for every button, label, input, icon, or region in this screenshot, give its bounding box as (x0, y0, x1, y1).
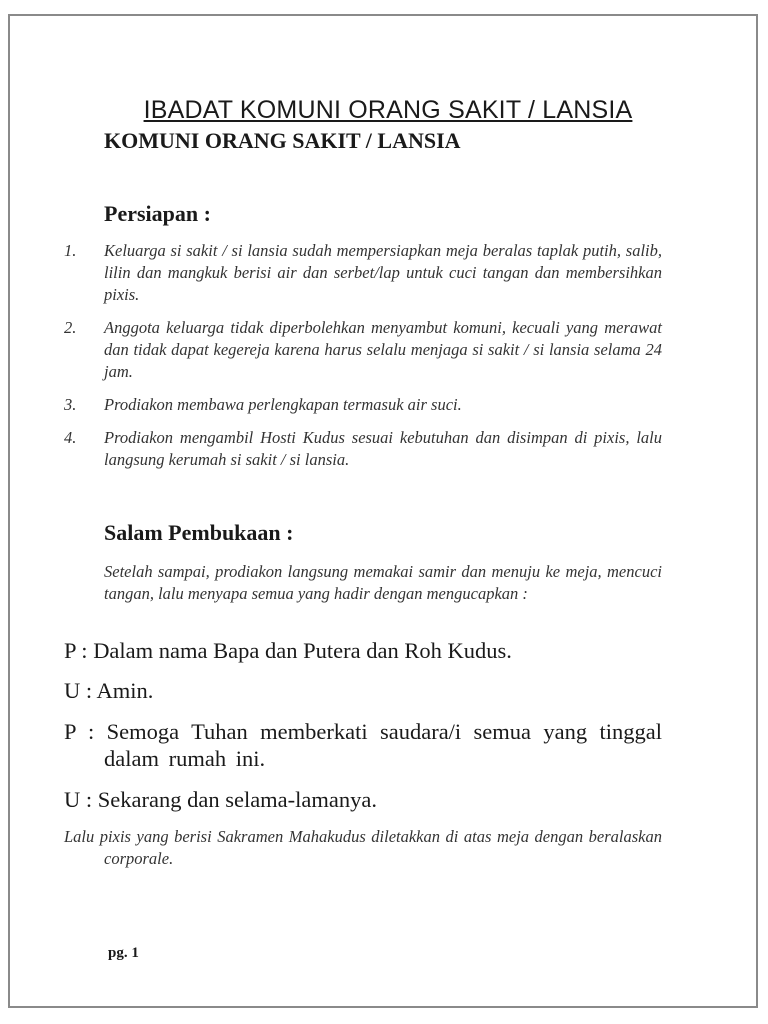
list-item-text: Keluarga si sakit / si lansia sudah mempersiapkan meja beralas taplak putih, salib, lilin dan mangkuk berisi air dan serbet/lap untuk cuci tangan dan membersihkan pixis. (104, 241, 662, 304)
list-item-text: Prodiakon mengambil Hosti Kudus sesuai kebutuhan dan disimpan di pixis, lalu langsung kerumah si sakit / si lansia. (104, 428, 662, 469)
list-item-number: 2. (64, 318, 77, 337)
page-number: pg. 1 (108, 945, 139, 961)
section-heading-persiapan: Persiapan : (104, 201, 211, 226)
list-item-number: 1. (64, 241, 77, 260)
dialog-speaker: U : (64, 678, 97, 703)
list-item (64, 317, 662, 383)
salam-intro-text: Setelah sampai, prodiakon langsung memakai samir dan menuju ke meja, mencuci tangan, lalu menyapa semua yang hadir dengan mengucapkan : (104, 562, 662, 603)
dialog-speaker: U : (64, 787, 98, 812)
dialog-line (64, 718, 662, 772)
dialog-line (64, 677, 662, 704)
dialog-text: Amin. (96, 678, 154, 703)
dialog-speaker: P : (64, 638, 94, 663)
list-item-number: 4. (64, 428, 77, 447)
dialog-line (64, 786, 662, 813)
list-item (64, 427, 662, 471)
dialog-speaker: P : (64, 719, 107, 744)
list-item-text: Anggota keluarga tidak diperbolehkan menyambut komuni, kecuali yang merawat dan tidak dapat kegereja karena harus selalu menjaga si sakit / si lansia selama 24 jam. (104, 318, 662, 381)
persiapan-list (64, 240, 662, 482)
document-title: IBADAT KOMUNI ORANG SAKIT / LANSIA (143, 96, 633, 124)
list-item (64, 240, 662, 306)
list-item (64, 394, 662, 416)
section-heading-salam: Salam Pembukaan : (104, 520, 294, 545)
dialog-text: Dalam nama Bapa dan Putera dan Roh Kudus. (93, 638, 512, 663)
dialog-text: Semoga Tuhan memberkati saudara/i semua yang tinggal dalam rumah ini. (104, 719, 662, 771)
dialog-line (64, 637, 662, 664)
document-subtitle: KOMUNI ORANG SAKIT / LANSIA (104, 128, 461, 153)
list-item-number: 3. (64, 395, 77, 414)
list-item-text: Prodiakon membawa perlengkapan termasuk air suci. (104, 395, 462, 414)
rubric-text: Lalu pixis yang berisi Sakramen Mahakudus diletakkan di atas meja dengan beralaskan corporale. (64, 827, 662, 868)
dialog-text: Sekarang dan selama-lamanya. (97, 787, 378, 812)
